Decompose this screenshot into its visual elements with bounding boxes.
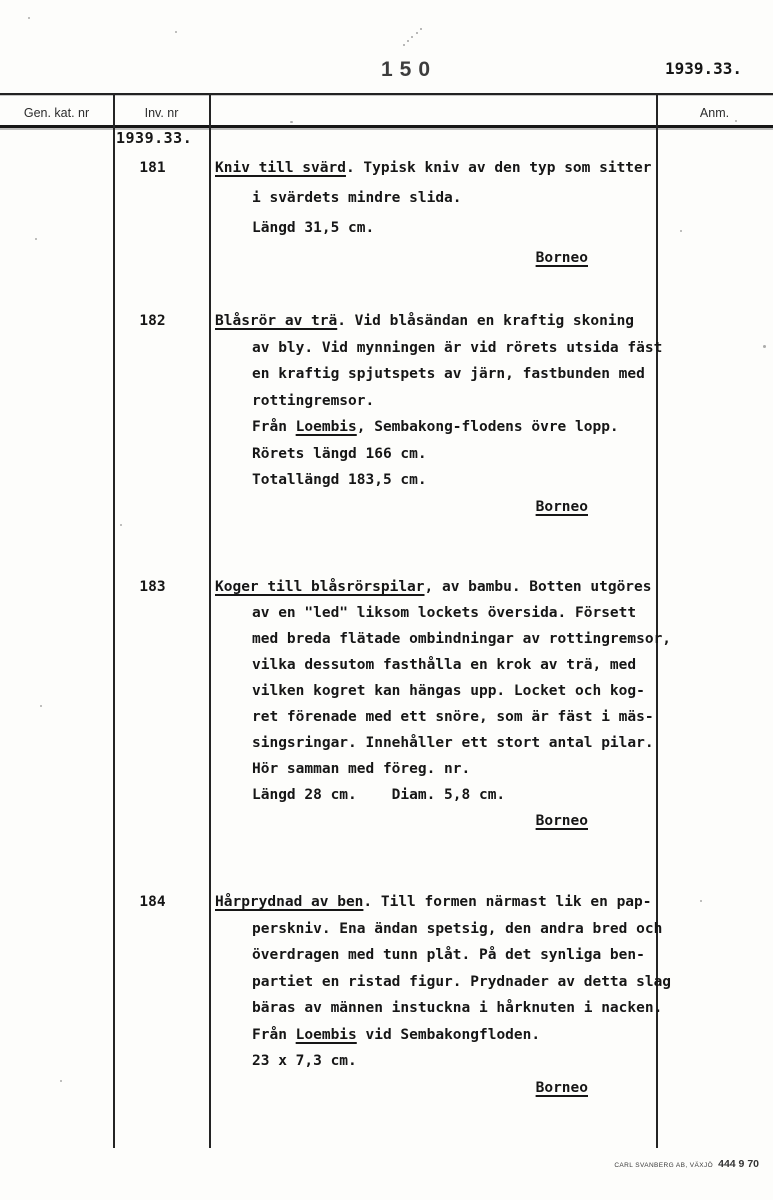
origin-label: Borneo <box>535 1079 588 1096</box>
printer-imprint-code: 444 9 70 <box>718 1158 759 1170</box>
entry-line: perskniv. Ena ändan spetsig, den andra bred och <box>252 920 663 937</box>
entry-line: Från Loembis vid Sembakongfloden. <box>252 1026 541 1043</box>
origin-label: Borneo <box>535 250 588 266</box>
inventory-number: 181 <box>139 160 166 176</box>
column-header-inv-nr: Inv. nr <box>144 106 179 120</box>
entry-line: singsringar. Innehåller ett stort antal pilar. <box>252 735 654 751</box>
entry-line: Längd 31,5 cm. <box>252 220 375 236</box>
entry-description <box>215 308 663 520</box>
inventory-number: 182 <box>139 313 166 329</box>
entry-line: Rörets längd 166 cm. <box>252 445 427 462</box>
entry-line: av bly. Vid mynningen är vid rörets utsida fäst <box>252 339 663 356</box>
entry-line: en kraftig spjutspets av järn, fastbunden med <box>252 366 645 382</box>
year-reference: 1939.33. <box>665 59 743 78</box>
inventory-number: 183 <box>139 579 166 595</box>
entry-line: i svärdets mindre slida. <box>252 190 462 206</box>
entry-line: Totallängd 183,5 cm. <box>252 472 427 488</box>
entry-line: vilken kogret kan hängas upp. Locket och kog- <box>252 683 645 699</box>
collection-year-label: 1939.33. <box>116 129 193 147</box>
entry-line-lead: Hårprydnad av ben. Till formen närmast lik en pap- <box>215 894 652 910</box>
entry-line-lead: Kniv till svärd. Typisk kniv av den typ som sitter <box>215 160 652 176</box>
entry-line: ret förenade med ett snöre, som är fäst i mäs- <box>252 709 654 725</box>
entry-line: rottingremsor. <box>252 392 375 409</box>
column-divider-1 <box>113 93 115 1148</box>
column-divider-2 <box>209 93 211 1148</box>
printer-imprint <box>614 1158 759 1170</box>
entry-description <box>215 889 672 1101</box>
entry-line: bäras av männen instuckna i hårknuten i nacken. <box>252 1000 663 1016</box>
column-header-anm: Anm. <box>699 106 730 120</box>
entry-line: Längd 28 cm. Diam. 5,8 cm. <box>252 787 506 803</box>
entry-line: 23 x 7,3 cm. <box>252 1053 357 1069</box>
entry-description <box>215 153 656 273</box>
entry-line: med breda flätade ombindningar av rottingremsor, <box>252 631 672 647</box>
entry-line: Från Loembis, Sembakong-flodens övre lopp. <box>252 419 619 435</box>
origin-label: Borneo <box>535 498 588 515</box>
entry-line: av en "led" liksom lockets översida. Försett <box>252 605 637 621</box>
entry-description <box>215 574 672 834</box>
printer-imprint-name: CARL SVANBERG AB, VÄXJÖ <box>614 1162 714 1169</box>
entry-line: Hör samman med föreg. nr. <box>252 761 471 777</box>
entry-line-lead: Blåsrör av trä. Vid blåsändan en kraftig skoning <box>215 313 635 329</box>
entry-line: överdragen med tunn plåt. På det synliga ben- <box>252 947 645 963</box>
column-header-gen-kat-nr: Gen. kat. nr <box>23 106 90 120</box>
origin-label: Borneo <box>535 813 588 829</box>
inventory-number: 184 <box>139 894 166 910</box>
entry-line-lead: Koger till blåsrörspilar, av bambu. Botten utgöres <box>215 579 652 595</box>
page-number: 150 <box>381 58 438 81</box>
entry-line: partiet en ristad figur. Prydnader av detta slag <box>252 973 672 990</box>
entry-line: vilka dessutom fasthålla en krok av trä, med <box>252 657 637 673</box>
